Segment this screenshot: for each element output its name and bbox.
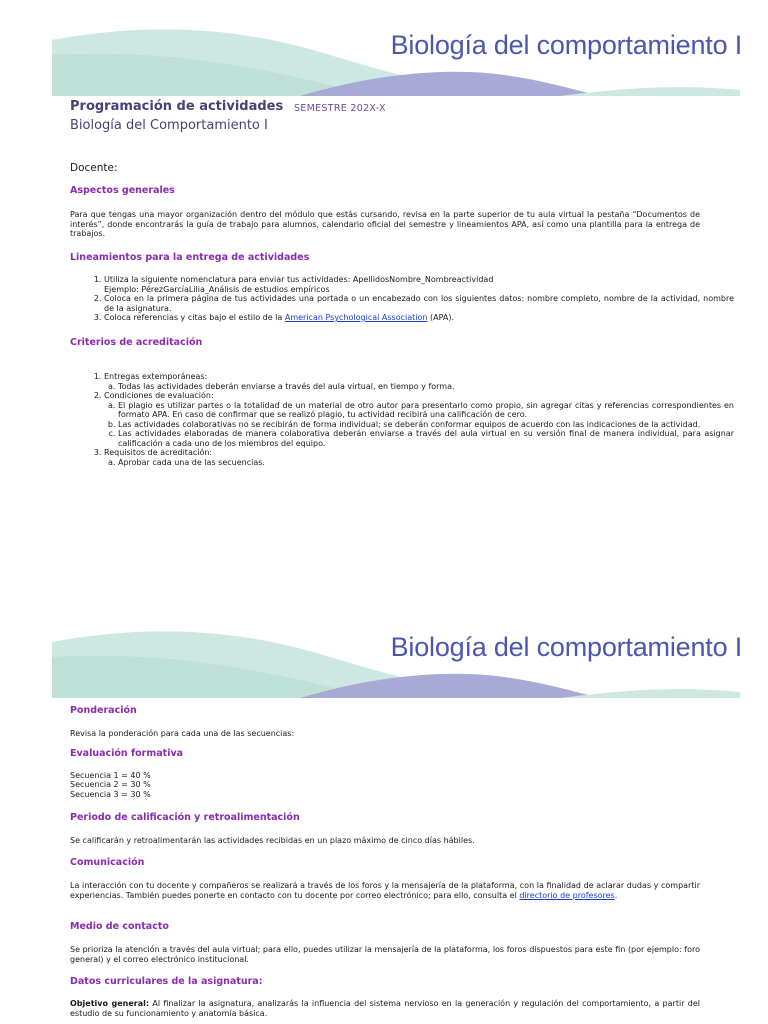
lineamientos-list: [70, 275, 734, 323]
secuencia-2: Secuencia 2 = 30 %: [70, 780, 151, 789]
sub-list-item: a. El plagio es utilizar partes o la totalidad de un material de otro autor para presentarlo como propio, sin agregar citas y referencias correspondientes en formato APA. En caso de confirmar que se realizó plagio, tu actividad recibirá una calificación de cero.: [118, 401, 734, 420]
sub-list-item: a. Todas las actividades deberán enviarse a través del aula virtual, en tiempo y forma.: [118, 382, 734, 392]
list-item: [104, 448, 734, 467]
page1-banner: [0, 0, 768, 100]
periodo-text: Se calificarán y retroalimentarán las actividades recibidas en un plazo máximo de cinco días hábiles.: [70, 836, 475, 845]
heading-datos: Datos curriculares de la asignatura:: [70, 976, 263, 987]
comunicacion-text: [70, 881, 700, 900]
list-item: [104, 313, 734, 323]
heading-medio: Medio de contacto: [70, 921, 169, 932]
heading-lineamientos: Lineamientos para la entrega de actividades: [70, 252, 310, 263]
objetivo-body: Al finalizar la asignatura, analizarás la influencia del sistema nervioso en la generación y regulación del comportamiento, a partir del estudio de su funcionamiento y anatomía básica.: [70, 999, 700, 1018]
banner-title: Biología del comportamiento I: [390, 632, 742, 662]
sub-list-item: c. Las actividades elaboradas de manera colaborativa deberán enviarse a través del aula virtual en su versión final de manera individual, para asignar calificación a cada uno de los miembros del equipo.: [118, 429, 734, 448]
list-item-example: Ejemplo: PérezGarcíaLilia_Análisis de estudios empíricos: [104, 284, 330, 294]
list-item: [104, 391, 734, 448]
page-title: Programación de actividades: [70, 99, 284, 114]
directorio-link[interactable]: directorio de profesores: [519, 890, 615, 900]
list-item-text: Utiliza la siguiente nomenclatura para enviar tus actividades: ApellidosNombre_Nombreactividad: [104, 275, 494, 284]
list-item-text: Condiciones de evaluación:: [104, 391, 214, 400]
list-item-text: Entregas extemporáneas:: [104, 372, 208, 381]
heading-ponderacion: Ponderación: [70, 705, 137, 716]
medio-text: Se prioriza la atención a través del aula virtual; para ello, puedes utilizar la mensajería de la plataforma, los foros dispuestos para este fin (por ejemplo: foro general) y el correo electrónico institucional.: [70, 945, 700, 964]
objetivo-text: [70, 999, 700, 1018]
heading-comunicacion: Comunicación: [70, 857, 145, 868]
heading-evaluacion: Evaluación formativa: [70, 748, 184, 759]
heading-criterios: Criterios de acreditación: [70, 337, 203, 348]
secuencia-1: Secuencia 1 = 40 %: [70, 771, 151, 780]
comunicacion-end: .: [614, 890, 618, 900]
banner-title: Biología del comportamiento I: [390, 30, 742, 60]
list-item: [104, 275, 734, 294]
docente-label: Docente:: [70, 162, 118, 174]
heading-periodo: Periodo de calificación y retroalimentación: [70, 812, 300, 823]
objetivo-label: Objetivo general:: [70, 999, 150, 1008]
sub-list: [104, 401, 734, 449]
list-item-text: (APA).: [427, 313, 455, 322]
list-item: [104, 372, 734, 391]
course-subtitle: Biología del Comportamiento I: [70, 118, 268, 133]
criterios-list: [70, 372, 734, 467]
ponderacion-text: Revisa la ponderación para cada una de las secuencias:: [70, 729, 295, 738]
sub-list: [104, 382, 734, 392]
sub-list-item: a. Aprobar cada una de las secuencias.: [118, 458, 734, 468]
list-item: [104, 294, 734, 313]
apa-link[interactable]: American Psychological Association: [284, 313, 428, 322]
page2-banner: [0, 602, 768, 702]
list-item-text: Coloca en la primera página de tus actividades una portada o un encabezado con los siguientes datos: nombre completo, nombre de la actividad, nombre de la asignatura.: [104, 294, 734, 313]
secuencia-3: Secuencia 3 = 30 %: [70, 790, 151, 799]
sub-list-item: b. Las actividades colaborativas no se recibirán de forma individual; se deberán conformar equipos de acuerdo con las indicaciones de la actividad.: [118, 420, 734, 430]
list-item-text: Requisitos de acreditación:: [104, 448, 213, 457]
list-item-text: Coloca referencias y citas bajo el estilo de la: [104, 313, 285, 322]
semester-label: SEMESTRE 202X-X: [294, 103, 386, 114]
heading-aspectos: Aspectos generales: [70, 185, 175, 196]
sub-list: [104, 458, 734, 468]
aspectos-text: Para que tengas una mayor organización dentro del módulo que estás cursando, revisa en la parte superior de tu aula virtual la pestaña “Documentos de interés”, donde encontrarás la guía de trabajo para alumnos, calendario oficial del semestre y lineamientos APA, así como una plantilla para la entrega de trabajos.: [70, 210, 700, 238]
comunicacion-body: La interacción con tu docente y compañeros se realizará a través de los foros y la mensajería de la plataforma, con la finalidad de aclarar dudas y compartir experiencias. También puedes ponerte en contacto con tu docente por correo electrónico; para ello, consulta el: [70, 881, 700, 900]
